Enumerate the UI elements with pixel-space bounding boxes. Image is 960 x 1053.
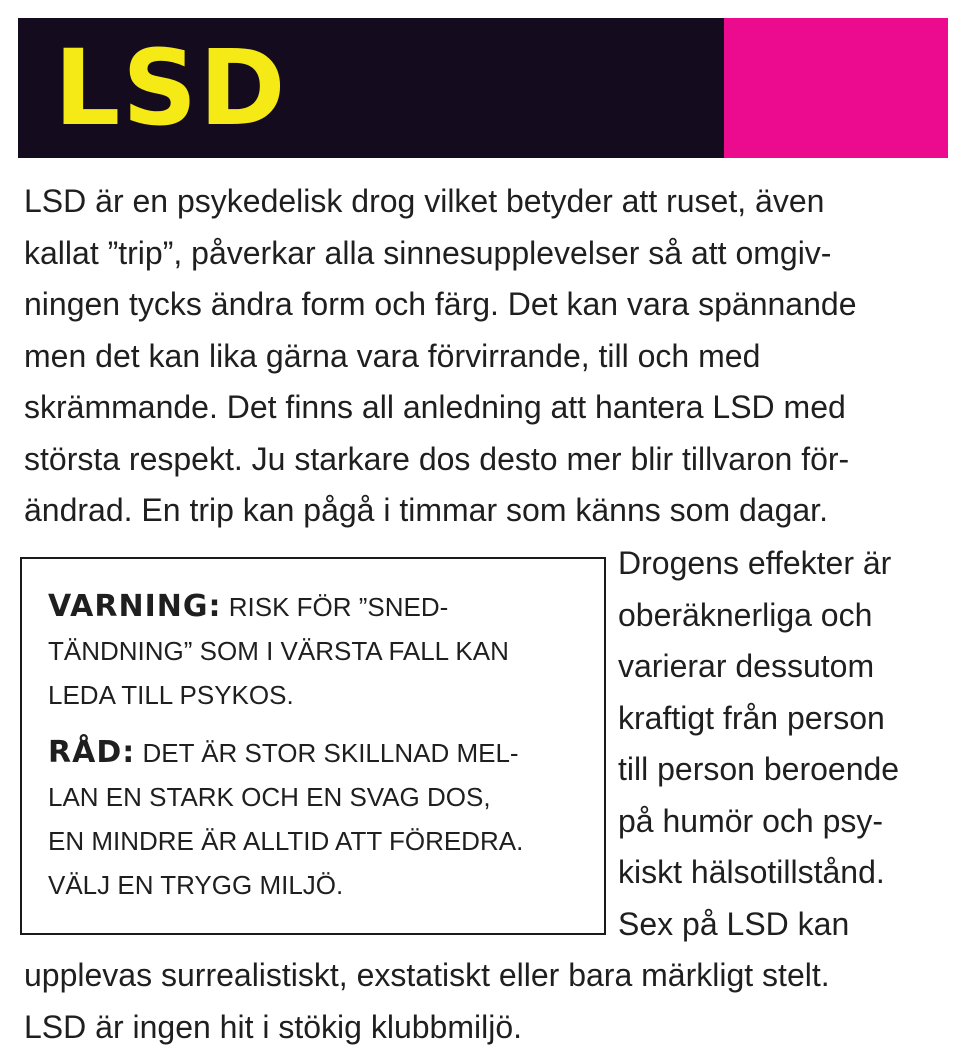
side-line: varierar dessutom xyxy=(618,648,875,684)
side-paragraph xyxy=(618,538,899,950)
warning-block xyxy=(48,585,509,717)
side-line: Sex på LSD kan xyxy=(618,905,850,942)
closing-line: upplevas surrealistiskt, exstatiskt eller bara märkligt stelt. xyxy=(24,957,830,993)
advice-text-line: DET ÄR STOR SKILLNAD MEL- xyxy=(142,738,519,768)
intro-line: största respekt. Ju starkare dos desto mer blir tillvaron för- xyxy=(24,440,850,477)
advice-label: RÅD: xyxy=(48,735,136,770)
side-line: på humör och psy- xyxy=(618,802,884,839)
advice-block xyxy=(48,731,523,907)
side-line: Drogens effekter är xyxy=(618,545,892,581)
advice-text-line: VÄLJ EN TRYGG MILJÖ. xyxy=(48,870,344,900)
advice-text-line: LAN EN STARK OCH EN SVAG DOS, xyxy=(48,782,491,812)
warning-label: VARNING: xyxy=(48,589,222,624)
title-banner-accent-panel xyxy=(724,18,948,158)
warning-box xyxy=(20,557,606,935)
intro-paragraph xyxy=(24,176,944,537)
advice-text-line: EN MINDRE ÄR ALLTID ATT FÖREDRA. xyxy=(48,826,524,856)
page-title: LSD xyxy=(54,27,288,149)
closing-paragraph xyxy=(24,950,944,1053)
warning-text-line: LEDA TILL PSYKOS. xyxy=(48,680,294,710)
side-line: kraftigt från person xyxy=(618,699,885,736)
warning-text-line: TÄNDNING” SOM I VÄRSTA FALL KAN xyxy=(48,636,509,666)
title-banner xyxy=(18,18,948,158)
side-line: oberäknerliga och xyxy=(618,596,873,633)
intro-line: LSD är en psykedelisk drog vilket betyder att ruset, även xyxy=(24,183,825,219)
intro-line: men det kan lika gärna vara förvirrande, till och med xyxy=(24,337,761,374)
side-line: till person beroende xyxy=(618,751,900,787)
intro-line: skrämmande. Det finns all anledning att hantera LSD med xyxy=(24,389,846,425)
side-line: kiskt hälsotillstånd. xyxy=(618,854,885,890)
intro-line: kallat ”trip”, påverkar alla sinnesupplevelser så att omgiv- xyxy=(24,234,832,271)
intro-line: ningen tycks ändra form och färg. Det kan vara spännande xyxy=(24,286,857,322)
intro-line: ändrad. En trip kan pågå i timmar som känns som dagar. xyxy=(24,492,828,528)
warning-text-line: RISK FÖR ”SNED- xyxy=(228,592,449,622)
closing-line: LSD är ingen hit i stökig klubbmiljö. xyxy=(24,1008,523,1045)
